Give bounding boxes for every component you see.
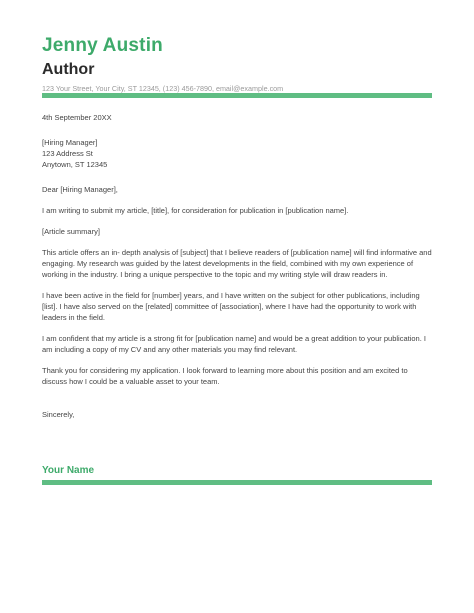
letter-date: 4th September 20XX: [42, 113, 112, 122]
body-paragraph: I am writing to submit my article, [title], for consideration for publication in [publication name].: [42, 206, 349, 215]
recipient-line: 123 Address St: [42, 149, 93, 158]
recipient-address: [42, 137, 434, 170]
author-name: Jenny Austin: [42, 35, 163, 56]
recipient-line: Anytown, ST 12345: [42, 160, 108, 169]
body-paragraph: I am confident that my article is a strong fit for [publication name] and would be a great addition to your publication. I am including a copy of my CV and any other materials you may find relevant.: [42, 334, 426, 354]
salutation: Dear [Hiring Manager],: [42, 185, 118, 194]
contact-line: 123 Your Street, Your City, ST 12345, (123) 456-7890, email@example.com: [42, 84, 284, 93]
closing: Sincerely,: [42, 410, 75, 419]
signature-name: Your Name: [42, 465, 95, 476]
letter-body: [42, 112, 434, 430]
body-paragraph: [Article summary]: [42, 227, 100, 236]
header-divider: [42, 93, 432, 98]
body-paragraph: Thank you for considering my application. I look forward to learning more about this position and am excited to discuss how I could be a valuable asset to your team.: [42, 366, 408, 386]
body-paragraph: This article offers an in- depth analysis of [subject] that I believe readers of [publication name] will find informative and engaging. My research was guided by the latest developments in the field, combined with my own experience of working in the industry. I bring a unique perspective to the topic and my writing style will draw readers in.: [42, 248, 432, 279]
recipient-line: [Hiring Manager]: [42, 138, 98, 147]
body-paragraph: I have been active in the field for [number] years, and I have written on the subject for other publications, including [list]. I have also served on the [related] committee of [association], where I have had the opportunity to work with leaders in the field.: [42, 291, 420, 322]
footer-divider: [42, 480, 432, 485]
author-role: Author: [42, 61, 95, 78]
